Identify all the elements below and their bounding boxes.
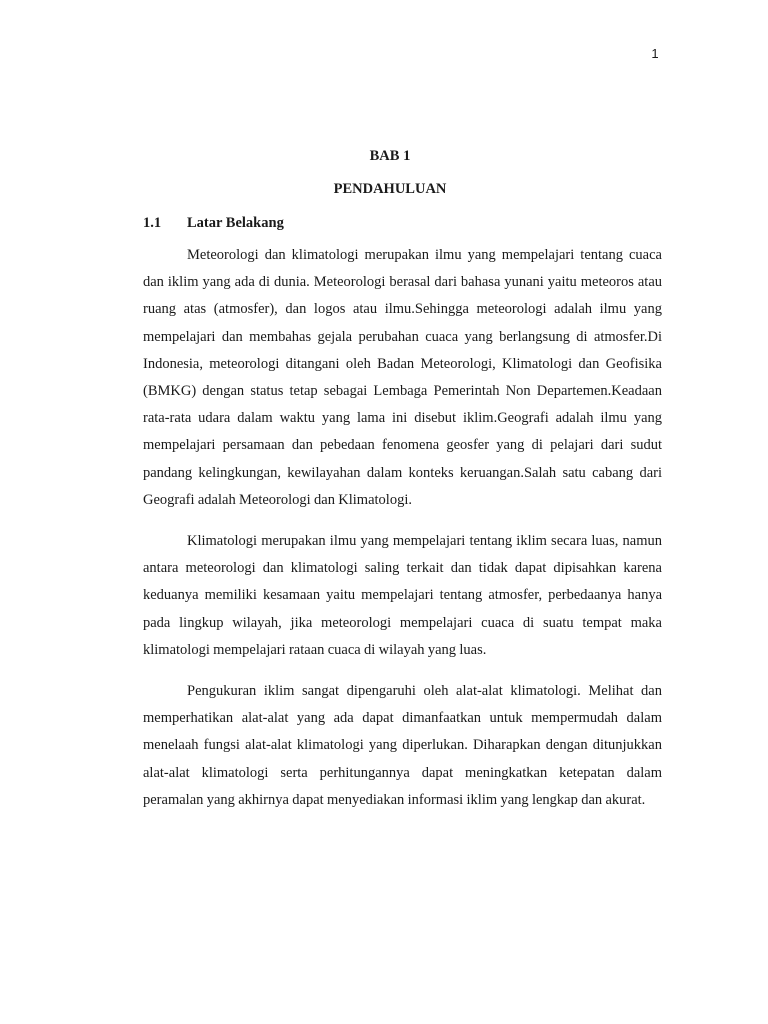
body-text xyxy=(143,242,662,828)
paragraph-2: Klimatologi merupakan ilmu yang mempelajari tentang iklim secara luas, namun antara meteorologi dan klimatologi saling terkait dan tidak dapat dipisahkan karena keduanya memiliki kesamaan yaitu mempelajari tentang atmosfer, perbedaanya hanya pada lingkup wilayah, jika meteorologi mempelajari cuaca di suatu tempat maka klimatologi mempelajari rataan cuaca di wilayah yang luas. xyxy=(143,533,662,658)
section-heading xyxy=(143,214,443,232)
section-number: 1.1 xyxy=(143,215,162,231)
page-number: 1 xyxy=(651,46,659,61)
chapter-label: BAB 1 xyxy=(369,148,411,164)
paragraph-3: Pengukuran iklim sangat dipengaruhi oleh alat-alat klimatologi. Melihat dan memperhatikan alat-alat yang ada dapat dimanfaatkan untuk mempermudah dalam menelaah fungsi alat-alat klimatologi yang diperlukan. Diharapkan dengan ditunjukkan alat-alat klimatologi serta perhitungannya dapat meningkatkan ketepatan dalam peramalan yang akhirnya dapat menyediakan informasi iklim yang lengkap dan akurat. xyxy=(143,683,662,808)
paragraph-1: Meteorologi dan klimatologi merupakan ilmu yang mempelajari tentang cuaca dan iklim yang ada di dunia. Meteorologi berasal dari bahasa yunani yaitu meteoros atau ruang atas (atmosfer), dan logos atau ilmu.Sehingga meteorologi adalah ilmu yang mempelajari dan membahas gejala perubahan cuaca yang berlangsung di atmosfer.Di Indonesia, meteorologi ditangani oleh Badan Meteorologi, Klimatologi dan Geofisika (BMKG) dengan status tetap sebagai Lembaga Pemerintah Non Departemen.Keadaan rata-rata udara dalam waktu yang lama ini disebut iklim.Geografi adalah ilmu yang mempelajari persamaan dan pebedaan fenomena geosfer yang di pelajari dari sudut pandang kelingkungan, kewilayahan dalam konteks keruangan.Salah satu cabang dari Geografi adalah Meteorologi dan Klimatologi. xyxy=(143,247,662,508)
chapter-title: PENDAHULUAN xyxy=(333,181,447,197)
section-title: Latar Belakang xyxy=(187,215,284,231)
